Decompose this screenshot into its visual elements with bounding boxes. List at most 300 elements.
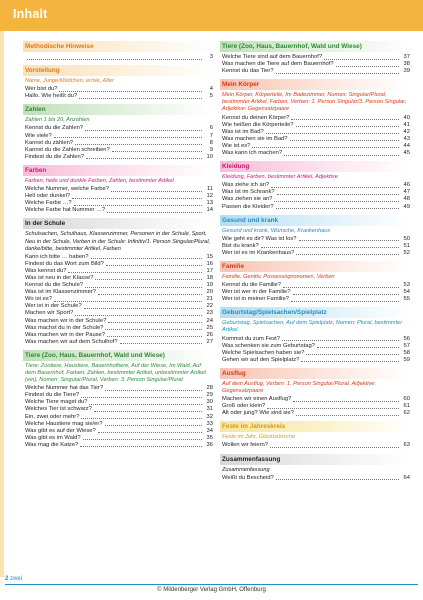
entry-page-number: 13 [206, 200, 213, 207]
dot-leader [85, 130, 202, 131]
entry-page-number: 54 [403, 289, 410, 296]
entry-page-number: 60 [403, 396, 410, 403]
toc-section [23, 218, 213, 346]
entry-title: Wie heißen die Körperteile? [222, 121, 294, 128]
entry-page-number: 26 [206, 331, 213, 338]
section-topics: Schulsachen, Schulhaus, Klassenzimmer, Personen in der Schule, Sport, Neu in der Schule, Verben in der Schule: Infinitiv/1. Person Singular/Plural, danke/bitte, bestimmter Artikel, Farben [25, 231, 211, 252]
section-title: Familie [222, 262, 245, 270]
entry-title: Was mag die Katze? [25, 441, 79, 448]
entry-title: Was ziehe ich an? [222, 182, 270, 189]
entry-title: Was ist neu in der Klasse? [25, 274, 94, 281]
entry-title: Wie viele? [25, 132, 52, 139]
entry-page-number: 52 [403, 249, 410, 256]
toc-entry[interactable] [23, 282, 213, 289]
toc-entry[interactable] [23, 268, 213, 275]
toc-section [220, 454, 410, 482]
dot-leader [81, 397, 202, 398]
entry-page-number: 23 [206, 310, 213, 317]
dot-leader [85, 287, 202, 288]
entry-title: Wo ist es? [25, 296, 52, 303]
entry-title: Was machen wir in der Pause? [25, 331, 106, 338]
dot-leader [284, 155, 399, 156]
entry-page-number: 49 [403, 203, 410, 210]
toc-column-left [23, 41, 213, 453]
dot-leader [95, 279, 202, 280]
section-heading [220, 261, 410, 272]
toc-entry[interactable] [23, 428, 213, 435]
dot-leader [252, 147, 399, 148]
toc-section [23, 104, 213, 161]
dot-leader [98, 432, 202, 433]
entry-page-number: 40 [403, 114, 410, 121]
toc-entry[interactable] [23, 147, 213, 154]
entry-title: Machen wir Sport? [25, 310, 74, 317]
entry-page-number: 56 [403, 335, 410, 342]
section-topics: Mein Körper, Körperteile, Im Badezimmer, Nomen: Singular/Plural, bestimmter Artikel, Farben, Verben: 1. Person Singular/3. Person Singular, Adjektive: Gegensatzpaare [222, 92, 407, 113]
toc-entry[interactable] [23, 254, 213, 261]
entry-page-number: 39 [403, 68, 410, 75]
dot-leader [79, 98, 202, 99]
entry-title: Findest du das Wort zum Bild? [25, 260, 104, 267]
toc-section [220, 261, 410, 303]
page-title: Inhalt [13, 7, 48, 21]
header-bar [0, 0, 423, 31]
section-title: Geburtstag/Spielsachen/Spielplatz [222, 309, 327, 317]
dot-leader [120, 343, 202, 344]
entry-title: Welche Tiere sind auf dem Bauernhof? [222, 54, 323, 60]
toc-entry[interactable] [220, 182, 410, 189]
dot-leader [336, 66, 399, 67]
left-accent-strip [0, 31, 4, 577]
entry-title: Ein, zwei oder mehr? [25, 413, 80, 420]
entry-page-number: 6 [209, 125, 213, 132]
toc-entry[interactable] [23, 193, 213, 200]
dot-leader [98, 294, 202, 295]
entry-title: Welche Farbe hat Nummer …? [25, 207, 106, 214]
toc-entry[interactable] [23, 93, 213, 100]
entry-title: Was machen wir auf dem Schulhof? [25, 338, 118, 345]
entry-page-number: 32 [206, 413, 213, 420]
entry-title: Wer bist du? [25, 86, 58, 93]
dot-leader [290, 140, 399, 141]
toc-entry[interactable] [220, 282, 410, 289]
entry-page-number: 27 [206, 338, 213, 345]
toc-entry[interactable] [220, 396, 410, 403]
entry-title: Was machen die Tiere auf dem Bauernhof? [222, 61, 334, 68]
section-title: Tiere (Zoo, Haus, Bauernhof, Wald und Wiese) [222, 43, 362, 50]
section-title: Methodische Hinweise [25, 43, 94, 50]
toc-entry[interactable] [23, 261, 213, 268]
section-topics: Farben, helle und dunkle Farben, Zahlen, bestimmter Artikel [25, 177, 174, 184]
toc-section [220, 307, 410, 364]
section-title: Farben [25, 166, 47, 174]
toc-entry[interactable] [220, 475, 410, 482]
dot-leader [86, 158, 202, 159]
entry-title: Welche Nummer, welche Farbe? [25, 186, 109, 193]
entry-page-number: 44 [403, 142, 410, 149]
section-heading [220, 421, 410, 432]
toc-entry[interactable] [220, 336, 410, 343]
entry-page-number: 61 [403, 403, 410, 410]
entry-title: Wer ist in meiner Familie? [222, 296, 289, 303]
toc-section [220, 161, 410, 210]
section-title: Ausflug [222, 369, 246, 377]
toc-entry[interactable] [23, 332, 213, 339]
dot-leader [83, 439, 202, 440]
section-heading [220, 161, 410, 172]
entry-title: Was machst du in der Schule? [25, 324, 104, 331]
toc-entry[interactable] [23, 303, 213, 310]
entry-page-number: 55 [403, 296, 410, 303]
entry-page-number: 50 [403, 235, 410, 242]
dot-leader [291, 119, 399, 120]
toc-entry[interactable] [23, 140, 213, 147]
toc-entry[interactable] [220, 204, 410, 211]
entry-title: Kann ich bitte … haben? [25, 253, 89, 260]
dot-leader [106, 265, 202, 266]
entry-page-number: 17 [206, 267, 213, 274]
page-number-digit: 2 [5, 576, 9, 582]
entry-title: Findest du die Tiere? [25, 392, 80, 399]
section-heading [220, 79, 410, 90]
footer-rule [5, 584, 418, 585]
toc-entry[interactable] [23, 310, 213, 317]
toc-entry[interactable] [23, 414, 213, 421]
toc-entry[interactable] [220, 410, 410, 417]
entry-title: Kannst du zählen? [25, 139, 74, 146]
toc-entry[interactable] [23, 435, 213, 442]
entry-page-number: 11 [206, 186, 213, 193]
toc-section [23, 41, 213, 61]
dot-leader [59, 91, 202, 92]
dot-leader [293, 401, 399, 402]
entry-title: Welche Spielsachen haben sie? [222, 349, 305, 356]
entry-title: Was kennst du? [25, 267, 67, 274]
dot-leader [296, 126, 399, 127]
toc-entry[interactable] [23, 442, 213, 449]
dot-leader [266, 133, 399, 134]
entry-title: Welche Tiere magst du? [25, 399, 88, 406]
entry-page-number: 33 [206, 420, 213, 427]
entry-page-number: 63 [403, 442, 410, 449]
section-heading [220, 215, 410, 226]
section-topics: Familie, Genitiv, Possessivpronomen, Verben [222, 273, 335, 280]
page-number-word: zwei [10, 576, 23, 582]
section-topics: Auf dem Ausflug, Verben: 1. Person Singular/Plural, Adjektive: Gegensatzpaare [222, 380, 376, 394]
entry-title: Was ist im Schrank? [222, 189, 275, 196]
toc-entry[interactable] [23, 296, 213, 303]
entry-page-number: 37 [403, 54, 410, 60]
entry-page-number: 47 [403, 189, 410, 196]
entry-page-number: 16 [206, 260, 213, 267]
entry-title: Bist du krank? [222, 242, 259, 249]
toc-entry[interactable] [23, 421, 213, 428]
toc-entry[interactable] [23, 133, 213, 140]
entry-page-number: 42 [403, 128, 410, 135]
entry-page-number: 43 [403, 135, 410, 142]
section-topics: Zusammenfassung [222, 466, 270, 473]
dot-leader [296, 254, 399, 255]
entry-page-number: 53 [403, 282, 410, 289]
dot-leader [317, 347, 399, 348]
entry-page-number: 22 [206, 303, 213, 310]
entry-page-number: 58 [403, 349, 410, 356]
entry-title: Was gibt es im Wald? [25, 434, 81, 441]
dot-leader [324, 59, 399, 60]
dot-leader [68, 272, 202, 273]
entry-page-number: 64 [403, 474, 410, 481]
toc-entry[interactable] [220, 243, 410, 250]
entry-title: Was ziehen sie an? [222, 196, 273, 203]
entry-title: Wie geht es dir? Was ist los? [222, 235, 297, 242]
entry-title: Gehen wir auf den Spielplatz? [222, 356, 300, 363]
entry-page-number: 14 [206, 207, 213, 214]
entry-title: Alt oder jung? Wie sind sie? [222, 410, 294, 417]
toc-section [220, 368, 410, 417]
entry-page-number: 12 [206, 193, 213, 200]
entry-title: Kennst du die Zahlen? [25, 125, 84, 132]
toc-entry[interactable] [220, 122, 410, 129]
dot-leader [306, 354, 399, 355]
dot-leader [293, 294, 399, 295]
entry-title: Wer ist es im Krankenhaus? [222, 249, 295, 256]
toc-entry[interactable] [220, 68, 410, 75]
entry-title: Was ist im Bad? [222, 128, 264, 135]
section-title: Mein Körper [222, 81, 260, 89]
dot-leader [84, 308, 202, 309]
entry-page-number: 41 [403, 121, 410, 128]
dot-leader [112, 151, 202, 152]
toc-entry[interactable] [220, 189, 410, 196]
entry-title: Was ist im Klassenzimmer? [25, 289, 96, 296]
entry-title: Was machen sie im Bad? [222, 135, 288, 142]
entry-page-number: 4 [209, 86, 213, 93]
toc-entry[interactable] [23, 399, 213, 406]
dot-leader [277, 194, 399, 195]
dot-leader [276, 208, 399, 209]
toc-entry[interactable] [220, 236, 410, 243]
entry-page-number: 35 [206, 434, 213, 441]
toc-entry[interactable] [220, 54, 410, 61]
dot-leader [75, 315, 202, 316]
entry-page-number: 34 [206, 427, 213, 434]
entry-title: Findest du die Zahlen? [25, 153, 84, 160]
entry-page-number: 8 [209, 139, 213, 146]
entry-title: Hallo. Wie heißt du? [25, 93, 78, 100]
entry-page-number: 25 [206, 324, 213, 331]
entry-title: Kennst du das Tier? [222, 68, 274, 75]
entry-title: Welche Haustiere mag sie/er? [25, 420, 103, 427]
section-title: In der Schule [25, 220, 66, 228]
dot-leader [282, 340, 399, 341]
section-topics: Tiere: Zootiere, Haustiere, Bauernhoftiere, Auf der Wiese, Im Wald, Auf dem Bauernhof, Farben, Zahlen, bestimmter Artikel, unbestimmter Artikel (ein), Nomen: Singular/Plural, Verben: 3. Person Singular/Plural [25, 362, 206, 384]
entry-title: Wer ist in der Schule? [25, 303, 82, 310]
entry-title: Kennst du die Familie? [222, 282, 281, 289]
toc-section [23, 350, 213, 449]
entry-page-number: 38 [403, 61, 410, 68]
toc-entry[interactable] [220, 129, 410, 136]
section-topics: Gesund und krank, Wünsche, Krankenhaus [222, 227, 331, 234]
entry-title: Passen die Kleider? [222, 203, 274, 210]
entry-title: Welche Farbe …? [25, 200, 72, 207]
toc-entry[interactable] [220, 403, 410, 410]
section-topics: Zahlen 1 bis 20, Anzahlen [25, 117, 90, 124]
toc-entry[interactable] [220, 289, 410, 296]
toc-entry[interactable] [220, 442, 410, 449]
section-heading [23, 41, 213, 52]
entry-page-number: 36 [206, 441, 213, 448]
entry-title: Weißt du Bescheid? [222, 474, 274, 481]
page-number [5, 576, 22, 582]
toc-entry[interactable] [220, 357, 410, 364]
dot-leader [271, 187, 399, 188]
dot-leader [81, 418, 202, 419]
section-heading [23, 104, 213, 115]
toc-entry[interactable] [220, 343, 410, 350]
section-heading [23, 65, 213, 76]
dot-leader [274, 201, 399, 202]
dot-leader [108, 322, 202, 323]
entry-title: Kennst du die Schule? [25, 282, 84, 289]
section-title: Feste im Jahreskreis [222, 423, 286, 431]
toc-entry[interactable] [220, 350, 410, 357]
dot-leader [80, 446, 202, 447]
entry-title: Was kann ich machen? [222, 150, 283, 157]
entry-page-number: 45 [403, 150, 410, 157]
dot-leader [296, 415, 399, 416]
entry-page-number: 21 [206, 296, 213, 303]
entry-title: Hell oder dunkel? [25, 193, 71, 200]
toc-entry[interactable] [23, 289, 213, 296]
entry-page-number: 51 [403, 242, 410, 249]
dot-leader [267, 408, 399, 409]
toc-entry[interactable] [23, 54, 213, 61]
toc-section [220, 79, 410, 157]
toc-entry[interactable] [23, 325, 213, 332]
dot-leader [291, 301, 399, 302]
dot-leader [94, 411, 202, 412]
section-title: Tiere (Zoo, Haus, Bauernhof, Wald und Wiese) [25, 351, 165, 359]
entry-page-number: 20 [206, 289, 213, 296]
entry-page-number: 3 [209, 54, 213, 60]
section-heading [220, 307, 410, 318]
toc-entry[interactable] [220, 115, 410, 122]
dot-leader [89, 404, 202, 405]
section-heading [220, 41, 410, 52]
entry-title: Wollen wir feiern? [222, 442, 268, 449]
toc-entry[interactable] [23, 318, 213, 325]
entry-title: Machen wir einen Ausflug? [222, 396, 292, 403]
entry-page-number: 15 [206, 253, 213, 260]
toc-entry[interactable] [23, 385, 213, 392]
entry-page-number: 46 [403, 182, 410, 189]
toc-entry[interactable] [23, 86, 213, 93]
toc-entry[interactable] [23, 125, 213, 132]
entry-page-number: 9 [209, 146, 213, 153]
entry-page-number: 62 [403, 410, 410, 417]
entry-page-number: 5 [209, 93, 213, 100]
dot-leader [72, 198, 202, 199]
entry-title: Kommst du zum Fest? [222, 335, 280, 342]
dot-leader [75, 144, 202, 145]
section-title: Zusammenfassung [222, 455, 281, 463]
section-title: Vorstellung [25, 67, 60, 75]
toc-entry[interactable] [220, 143, 410, 150]
entry-page-number: 30 [206, 399, 213, 406]
section-topics: Geburtstag, Spielsachen, Auf dem Spielplatz, Nomen: Plural, bestimmter Artikel [222, 320, 403, 334]
entry-page-number: 48 [403, 196, 410, 203]
dot-leader [299, 240, 399, 241]
toc-entry[interactable] [23, 186, 213, 193]
entry-page-number: 24 [206, 317, 213, 324]
entry-page-number: 28 [206, 385, 213, 392]
section-title: Zahlen [25, 106, 46, 114]
section-heading [23, 165, 213, 176]
toc-entry[interactable] [220, 150, 410, 157]
section-heading [220, 454, 410, 465]
entry-title: Was schenken sie zum Geburtstag? [222, 342, 315, 349]
dot-leader [276, 479, 399, 480]
dot-leader [54, 301, 202, 302]
entry-title: Groß oder klein? [222, 403, 266, 410]
toc-entry[interactable] [220, 61, 410, 68]
dot-leader [270, 447, 399, 448]
toc-entry[interactable] [23, 339, 213, 346]
toc-entry[interactable] [220, 196, 410, 203]
entry-title: Welche Nummer hat das Tier? [25, 385, 104, 392]
toc-entry[interactable] [220, 250, 410, 257]
dot-leader [301, 361, 399, 362]
dot-leader [107, 336, 202, 337]
entry-page-number: 10 [206, 153, 213, 160]
section-heading [23, 350, 213, 361]
section-topics: Name, Junge/Mädchen, er/sie, Alter [25, 78, 115, 85]
dot-leader [74, 205, 202, 206]
section-topics: Feste im Jahr, Glückwünsche [222, 434, 296, 441]
toc-entry[interactable] [23, 392, 213, 399]
toc-entry[interactable] [23, 207, 213, 214]
dot-leader [111, 191, 202, 192]
dot-leader [54, 137, 202, 138]
dot-leader [276, 73, 399, 74]
entry-page-number: 29 [206, 392, 213, 399]
toc-entry[interactable] [23, 406, 213, 413]
entry-page-number: 7 [209, 132, 213, 139]
dot-leader [105, 329, 202, 330]
entry-page-number: 18 [206, 274, 213, 281]
entry-title: Was gibt es auf der Wiese? [25, 427, 96, 434]
section-title: Kleidung [222, 163, 250, 171]
section-heading [220, 368, 410, 379]
toc-entry[interactable] [220, 296, 410, 303]
entry-title: Was machen wir in der Schule? [25, 317, 107, 324]
entry-title: Kennst du deinen Körper? [222, 114, 290, 121]
toc-entry[interactable] [23, 275, 213, 282]
toc-entry[interactable] [220, 136, 410, 143]
dot-leader [27, 59, 202, 60]
entry-title: Welches Tier ist schwarz? [25, 406, 92, 413]
toc-section [220, 421, 410, 449]
dot-leader [105, 425, 202, 426]
dot-leader [107, 212, 202, 213]
dot-leader [261, 247, 399, 248]
toc-entry[interactable] [23, 200, 213, 207]
entry-page-number: 31 [206, 406, 213, 413]
toc-section [220, 215, 410, 257]
toc-entry[interactable] [23, 154, 213, 161]
toc-section [23, 65, 213, 100]
toc-section [23, 165, 213, 214]
